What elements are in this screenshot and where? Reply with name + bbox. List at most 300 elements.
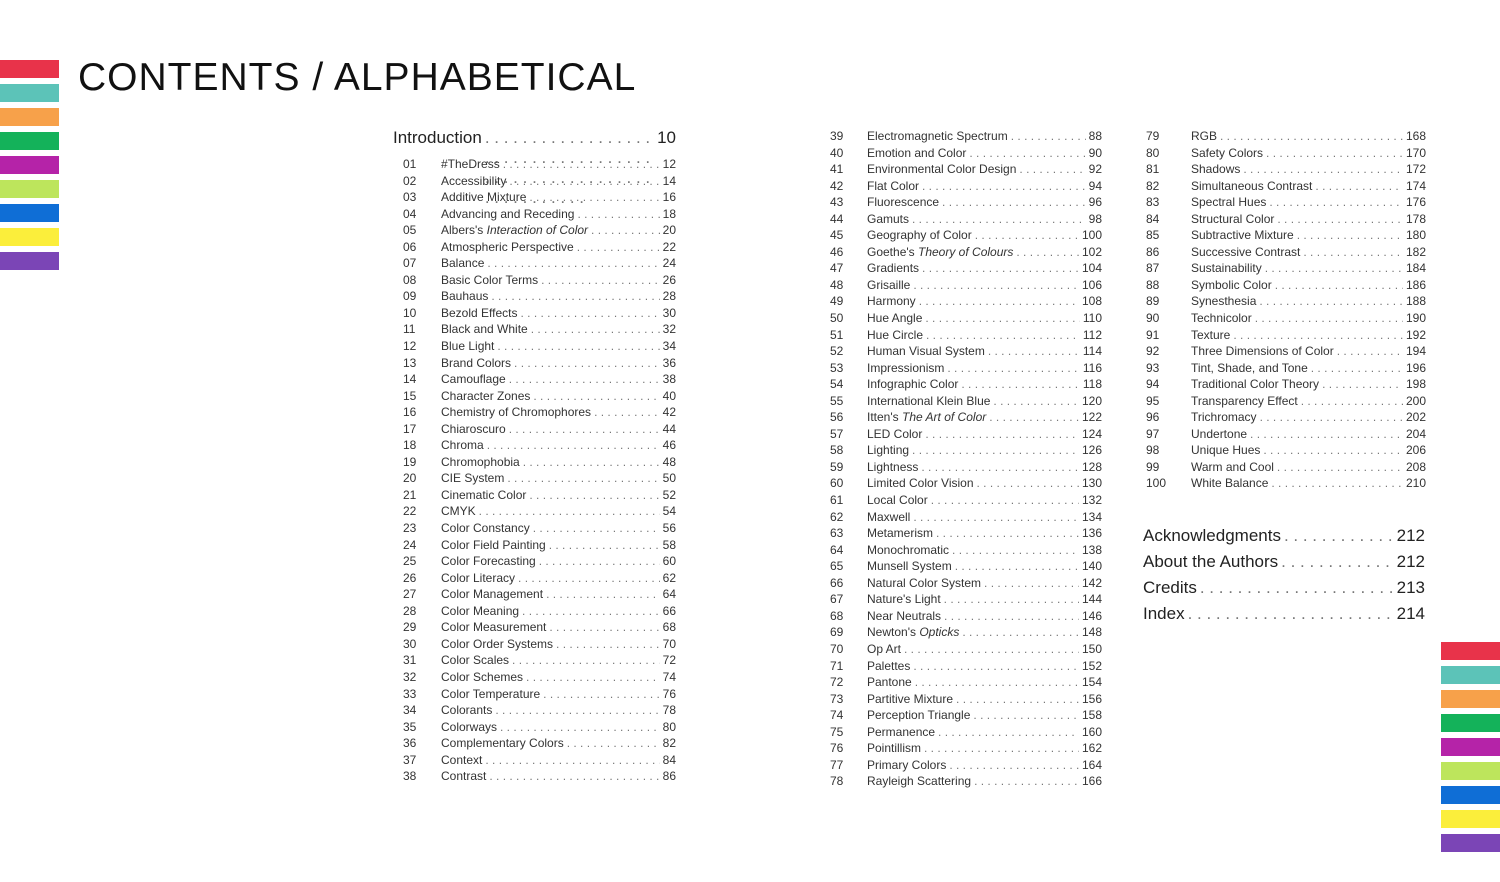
entry-label: Color Scales [441,653,510,668]
entry-number: 44 [830,211,844,226]
toc-entry[interactable] [1146,211,1426,228]
entry-label [867,244,1013,261]
toc-entry[interactable] [393,222,676,239]
entry-label: Gradients [867,261,920,276]
entry-number: 65 [830,559,844,574]
toc-entry[interactable] [826,310,1102,327]
entry-page: 64 [662,587,676,602]
entry-number: 88 [1146,277,1160,292]
toc-entry[interactable] [393,355,676,372]
dot-leader [975,227,1079,244]
entry-label: Primary Colors [867,757,947,772]
toc-entry[interactable] [826,277,1102,294]
entry-label: Trichromacy [1191,410,1257,425]
toc-entry[interactable] [826,178,1102,195]
entry-number: 96 [1146,410,1160,425]
toc-entry[interactable] [826,161,1102,178]
entry-page: 46 [662,438,676,453]
dot-leader [594,404,660,421]
entry-label: Chroma [441,438,484,453]
toc-entry[interactable] [826,773,1102,790]
entry-page: 202 [1405,410,1426,425]
toc-entry[interactable] [826,525,1102,542]
toc-entry[interactable] [393,173,676,190]
entry-number: 91 [1146,327,1160,342]
entry-number: 48 [830,277,844,292]
entry-number: 38 [403,769,417,784]
entry-label: CIE System [441,471,505,486]
dot-leader [1016,244,1079,261]
dot-leader [913,277,1079,294]
dot-leader [969,145,1085,162]
entry-number: 35 [403,719,417,734]
entry-number: 37 [403,752,417,767]
entry-label: Chemistry of Chromophores [441,405,592,420]
toc-entry[interactable] [826,194,1102,211]
toc-entry[interactable] [1146,194,1426,211]
toc-entry[interactable] [393,537,676,554]
entry-number: 14 [403,372,417,387]
entry-page: 114 [1082,344,1102,359]
entry-label: Hue Angle [867,311,923,326]
toc-entry[interactable] [393,520,676,537]
entry-number: 27 [403,587,417,602]
toc-entry[interactable] [393,669,676,686]
toc-entry[interactable] [393,719,676,736]
entry-number: 07 [403,256,417,271]
toc-entry[interactable] [1146,178,1426,195]
entry-label: Structural Color [1191,211,1275,226]
dot-leader [955,558,1079,575]
toc-entry[interactable] [826,244,1102,261]
entry-label: Color Literacy [441,570,516,585]
entry-label: Palettes [867,658,911,673]
toc-entry[interactable] [826,293,1102,310]
dot-leader [936,525,1079,542]
dot-leader [533,388,659,405]
toc-entry[interactable] [393,652,676,669]
entry-page: 176 [1405,195,1426,210]
entry-label: Tint, Shade, and Tone [1191,360,1308,375]
entry-label: Partitive Mixture [867,691,954,706]
toc-entry[interactable] [826,227,1102,244]
entry-label-prefix: Albers's [441,223,487,238]
toc-entry[interactable] [826,128,1102,145]
toc-entry[interactable] [826,757,1102,774]
entry-label: Camouflage [441,372,506,387]
color-stripe [0,180,59,198]
entry-number: 55 [830,393,844,408]
dot-leader [1220,128,1403,145]
entry-number: 06 [403,239,417,254]
toc-entry[interactable] [826,624,1102,641]
toc-entry[interactable] [826,211,1102,228]
dot-leader [961,376,1079,393]
entry-page: 110 [1082,311,1102,326]
entry-number: 53 [830,360,844,375]
toc-entry[interactable] [393,686,676,703]
toc-entry[interactable] [826,509,1102,526]
entry-number: 59 [830,459,844,474]
color-stripe [0,156,59,174]
toc-entry[interactable] [826,409,1102,426]
toc-entry[interactable] [826,674,1102,691]
entry-page: 204 [1405,426,1426,441]
toc-entry[interactable] [393,570,676,587]
entry-page: 44 [662,421,676,436]
dot-leader [984,575,1079,592]
entry-page: 182 [1405,244,1426,259]
toc-entry[interactable] [393,272,676,289]
entry-number: 79 [1146,129,1160,143]
toc-entry[interactable] [826,393,1102,410]
toc-entry[interactable] [1146,128,1426,145]
toc-entry[interactable] [393,603,676,620]
entry-number: 39 [830,129,844,143]
toc-entry[interactable] [393,636,676,653]
entry-label: Colorways [441,719,498,734]
dot-leader [956,691,1079,708]
toc-entry[interactable] [393,619,676,636]
dot-leader [922,178,1086,195]
entry-page: 180 [1405,228,1426,243]
entry-label-italic: Interaction of Color [486,223,589,238]
dot-leader [543,686,659,703]
toc-entry[interactable] [1146,260,1426,277]
toc-entry[interactable] [393,404,676,421]
toc-entry[interactable] [393,421,676,438]
toc-entry[interactable] [826,492,1102,509]
toc-entry[interactable] [1146,244,1426,261]
entry-page: 112 [1082,327,1102,342]
entry-label [867,624,959,641]
color-stripe [0,60,59,78]
entry-number: 49 [830,294,844,309]
entry-label: Color Management [441,587,544,602]
toc-entry[interactable] [1146,409,1426,426]
entry-label: Emotion and Color [867,145,967,160]
toc-entry[interactable] [393,239,676,256]
dot-leader [904,641,1079,658]
entry-page: 146 [1081,608,1102,623]
entry-page: 104 [1081,261,1102,276]
toc-entry[interactable] [826,691,1102,708]
entry-page: 213 [1396,578,1425,597]
dot-leader [1255,310,1403,327]
entry-number: 78 [830,774,844,789]
toc-entry[interactable] [826,724,1102,741]
toc-entry[interactable] [1146,376,1426,393]
toc-entry[interactable] [826,558,1102,575]
toc-entry[interactable] [826,740,1102,757]
entry-number: 19 [403,454,417,469]
entry-number: 24 [403,537,417,552]
toc-entry[interactable] [826,641,1102,658]
toc-entry[interactable] [393,553,676,570]
toc-entry[interactable] [826,360,1102,377]
toc-entry-back-matter[interactable] [1143,604,1425,630]
dot-leader [1297,227,1403,244]
dot-leader [949,757,1079,774]
dot-leader [1260,409,1403,426]
entry-label: Advancing and Receding [441,206,575,221]
toc-entry[interactable] [393,156,676,173]
entry-number: 45 [830,228,844,243]
entry-page: 34 [662,339,676,354]
entry-number: 05 [403,223,417,238]
toc-entry[interactable] [1146,459,1426,476]
entry-page: 124 [1081,426,1102,441]
entry-label: Munsell System [867,559,952,574]
toc-entry-back-matter[interactable] [1143,578,1425,604]
entry-number: 97 [1146,426,1160,441]
toc-entry[interactable] [826,608,1102,625]
entry-number: 81 [1146,162,1160,177]
toc-entry[interactable] [826,542,1102,559]
entry-label: Color Temperature [441,686,541,701]
toc-entry-back-matter[interactable] [1143,552,1425,578]
toc-entry[interactable] [393,305,676,322]
toc-entry[interactable] [1146,327,1426,344]
entry-page: 74 [662,669,676,684]
toc-entry[interactable] [393,768,676,785]
toc-entry[interactable] [1146,442,1426,459]
toc-entry[interactable] [1146,360,1426,377]
toc-entry[interactable] [393,702,676,719]
entry-number: 47 [830,261,844,276]
entry-page: 76 [662,686,676,701]
toc-entry[interactable] [393,338,676,355]
dot-leader [1322,376,1403,393]
entry-label: Context [441,752,483,767]
toc-entry[interactable] [393,321,676,338]
entry-page: 142 [1081,575,1102,590]
dot-leader [556,636,660,653]
entry-page: 118 [1082,377,1102,392]
entry-label-prefix: Goethe's [867,244,918,259]
entry-label: Symbolic Color [1191,277,1272,292]
entry-page: 62 [662,570,676,585]
toc-entry[interactable] [393,487,676,504]
dot-leader [1250,426,1403,443]
entry-label [867,409,986,426]
toc-entry[interactable] [393,255,676,272]
entry-label: Maxwell [867,509,911,524]
entry-label: Color Forecasting [441,554,536,569]
toc-entry[interactable] [1146,161,1426,178]
dot-leader [518,570,660,587]
entry-page: 170 [1405,145,1426,160]
entry-number: 57 [830,426,844,441]
color-stripe [1441,714,1500,732]
dot-leader [509,173,659,190]
dot-leader [1233,327,1403,344]
entry-number: 72 [830,675,844,690]
toc-entry[interactable] [826,327,1102,344]
toc-entry[interactable] [1146,343,1426,360]
toc-entry[interactable] [826,145,1102,162]
entry-number: 42 [830,178,844,193]
entry-label-italic: Opticks [919,625,960,640]
entry-label: Perception Triangle [867,708,971,723]
entry-number: 36 [403,736,417,751]
entry-number: 26 [403,570,417,585]
entry-label: Brand Colors [441,355,512,370]
entry-page: 84 [662,752,676,767]
entry-number: 41 [830,162,844,177]
toc-entry[interactable] [393,586,676,603]
entry-page: 188 [1405,294,1426,309]
entry-label: Balance [441,256,485,271]
toc-entry[interactable] [826,575,1102,592]
entry-page: 136 [1081,526,1102,541]
entry-number: 40 [830,145,844,160]
toc-entry[interactable] [826,658,1102,675]
dot-leader [1011,128,1086,145]
color-stripe [1441,738,1500,756]
toc-entry[interactable] [393,735,676,752]
entry-label: Local Color [867,493,928,508]
contents-column-3 [1146,128,1426,492]
toc-entry[interactable] [393,503,676,520]
entry-label-prefix: Newton's [867,625,920,640]
toc-entry[interactable] [393,454,676,471]
entry-page: 60 [662,554,676,569]
dot-leader [944,608,1079,625]
toc-entry[interactable] [393,371,676,388]
toc-entry[interactable] [1146,393,1426,410]
entry-label: Harmony [867,294,916,309]
dot-leader [924,740,1079,757]
toc-entry[interactable] [826,459,1102,476]
toc-entry[interactable] [826,426,1102,443]
entry-label: Chiaroscuro [441,421,506,436]
entry-number: 93 [1146,360,1160,375]
dot-leader [521,305,660,322]
entry-page: 22 [662,239,676,254]
entry-number: 10 [403,305,417,320]
toc-entry[interactable] [826,343,1102,360]
entry-number: 29 [403,620,417,635]
entry-page: 154 [1081,675,1102,690]
entry-page: 88 [1088,129,1102,143]
entry-number: 60 [830,476,844,491]
dot-leader [500,719,660,736]
entry-page: 168 [1405,129,1426,143]
entry-label: Introduction [393,128,482,147]
entry-label: Nature's Light [867,592,941,607]
toc-entry[interactable] [393,189,676,206]
dot-leader [591,222,660,239]
entry-label: Color Order Systems [441,636,554,651]
entry-label: Geography of Color [867,228,972,243]
toc-entry[interactable] [826,442,1102,459]
dot-leader [1269,194,1403,211]
toc-entry[interactable] [1146,277,1426,294]
toc-entry-back-matter[interactable] [1143,526,1425,552]
entry-page: 42 [662,405,676,420]
toc-entry[interactable] [393,288,676,305]
entry-number: 15 [403,388,417,403]
entry-page: 18 [662,206,676,221]
toc-entry[interactable] [393,206,676,223]
dot-leader [962,624,1079,641]
entry-number: 31 [403,653,417,668]
entry-number: 68 [830,608,844,623]
toc-entry[interactable] [826,591,1102,608]
toc-entry[interactable] [1146,426,1426,443]
entry-number: 66 [830,575,844,590]
dot-leader [952,542,1079,559]
dot-leader [485,752,659,769]
entry-label: Electromagnetic Spectrum [867,129,1008,143]
dot-leader [1266,145,1403,162]
toc-entry[interactable] [1146,475,1426,492]
entry-label: Metamerism [867,526,934,541]
toc-entry[interactable] [1146,145,1426,162]
entry-page: 38 [662,372,676,387]
toc-entry[interactable] [1146,310,1426,327]
entry-page: 90 [1088,145,1102,160]
entry-page: 140 [1081,559,1102,574]
toc-entry-introduction[interactable] [393,128,676,150]
entry-label: Basic Color Terms [441,272,539,287]
toc-entry[interactable] [826,707,1102,724]
entry-number: 62 [830,509,844,524]
dot-leader [947,360,1080,377]
entry-label: Impressionism [867,360,945,375]
dot-leader [931,492,1079,509]
color-stripe [0,132,59,150]
entry-page: 186 [1405,277,1426,292]
entry-label: #TheDress [441,157,500,171]
entry-label: Safety Colors [1191,145,1264,160]
dot-leader [921,459,1079,476]
entry-label: Traditional Color Theory [1191,377,1320,392]
toc-entry[interactable] [393,437,676,454]
entry-page: 210 [1405,476,1426,491]
dot-leader [1200,578,1394,598]
dot-leader [503,156,660,173]
entry-label: Successive Contrast [1191,244,1301,259]
toc-entry[interactable] [393,752,676,769]
toc-entry[interactable] [393,470,676,487]
entry-page: 98 [1088,211,1102,226]
toc-entry[interactable] [1146,293,1426,310]
entry-number: 58 [830,443,844,458]
toc-entry[interactable] [1146,227,1426,244]
dot-leader [912,211,1086,228]
entry-page: 198 [1405,377,1426,392]
entry-label: Synesthesia [1191,294,1257,309]
toc-entry[interactable] [826,376,1102,393]
dot-leader [487,437,660,454]
dot-leader [993,393,1079,410]
toc-entry[interactable] [826,475,1102,492]
toc-entry[interactable] [826,260,1102,277]
entry-label: Color Schemes [441,669,524,684]
entry-number: 25 [403,554,417,569]
entry-label: Hue Circle [867,327,924,342]
entry-label: Warm and Cool [1191,459,1274,474]
dot-leader [497,338,659,355]
toc-entry[interactable] [393,388,676,405]
entry-number: 89 [1146,294,1160,309]
entry-number: 08 [403,272,417,287]
entry-number: 82 [1146,178,1160,193]
dot-leader [1259,293,1403,310]
entry-page: 120 [1081,393,1102,408]
